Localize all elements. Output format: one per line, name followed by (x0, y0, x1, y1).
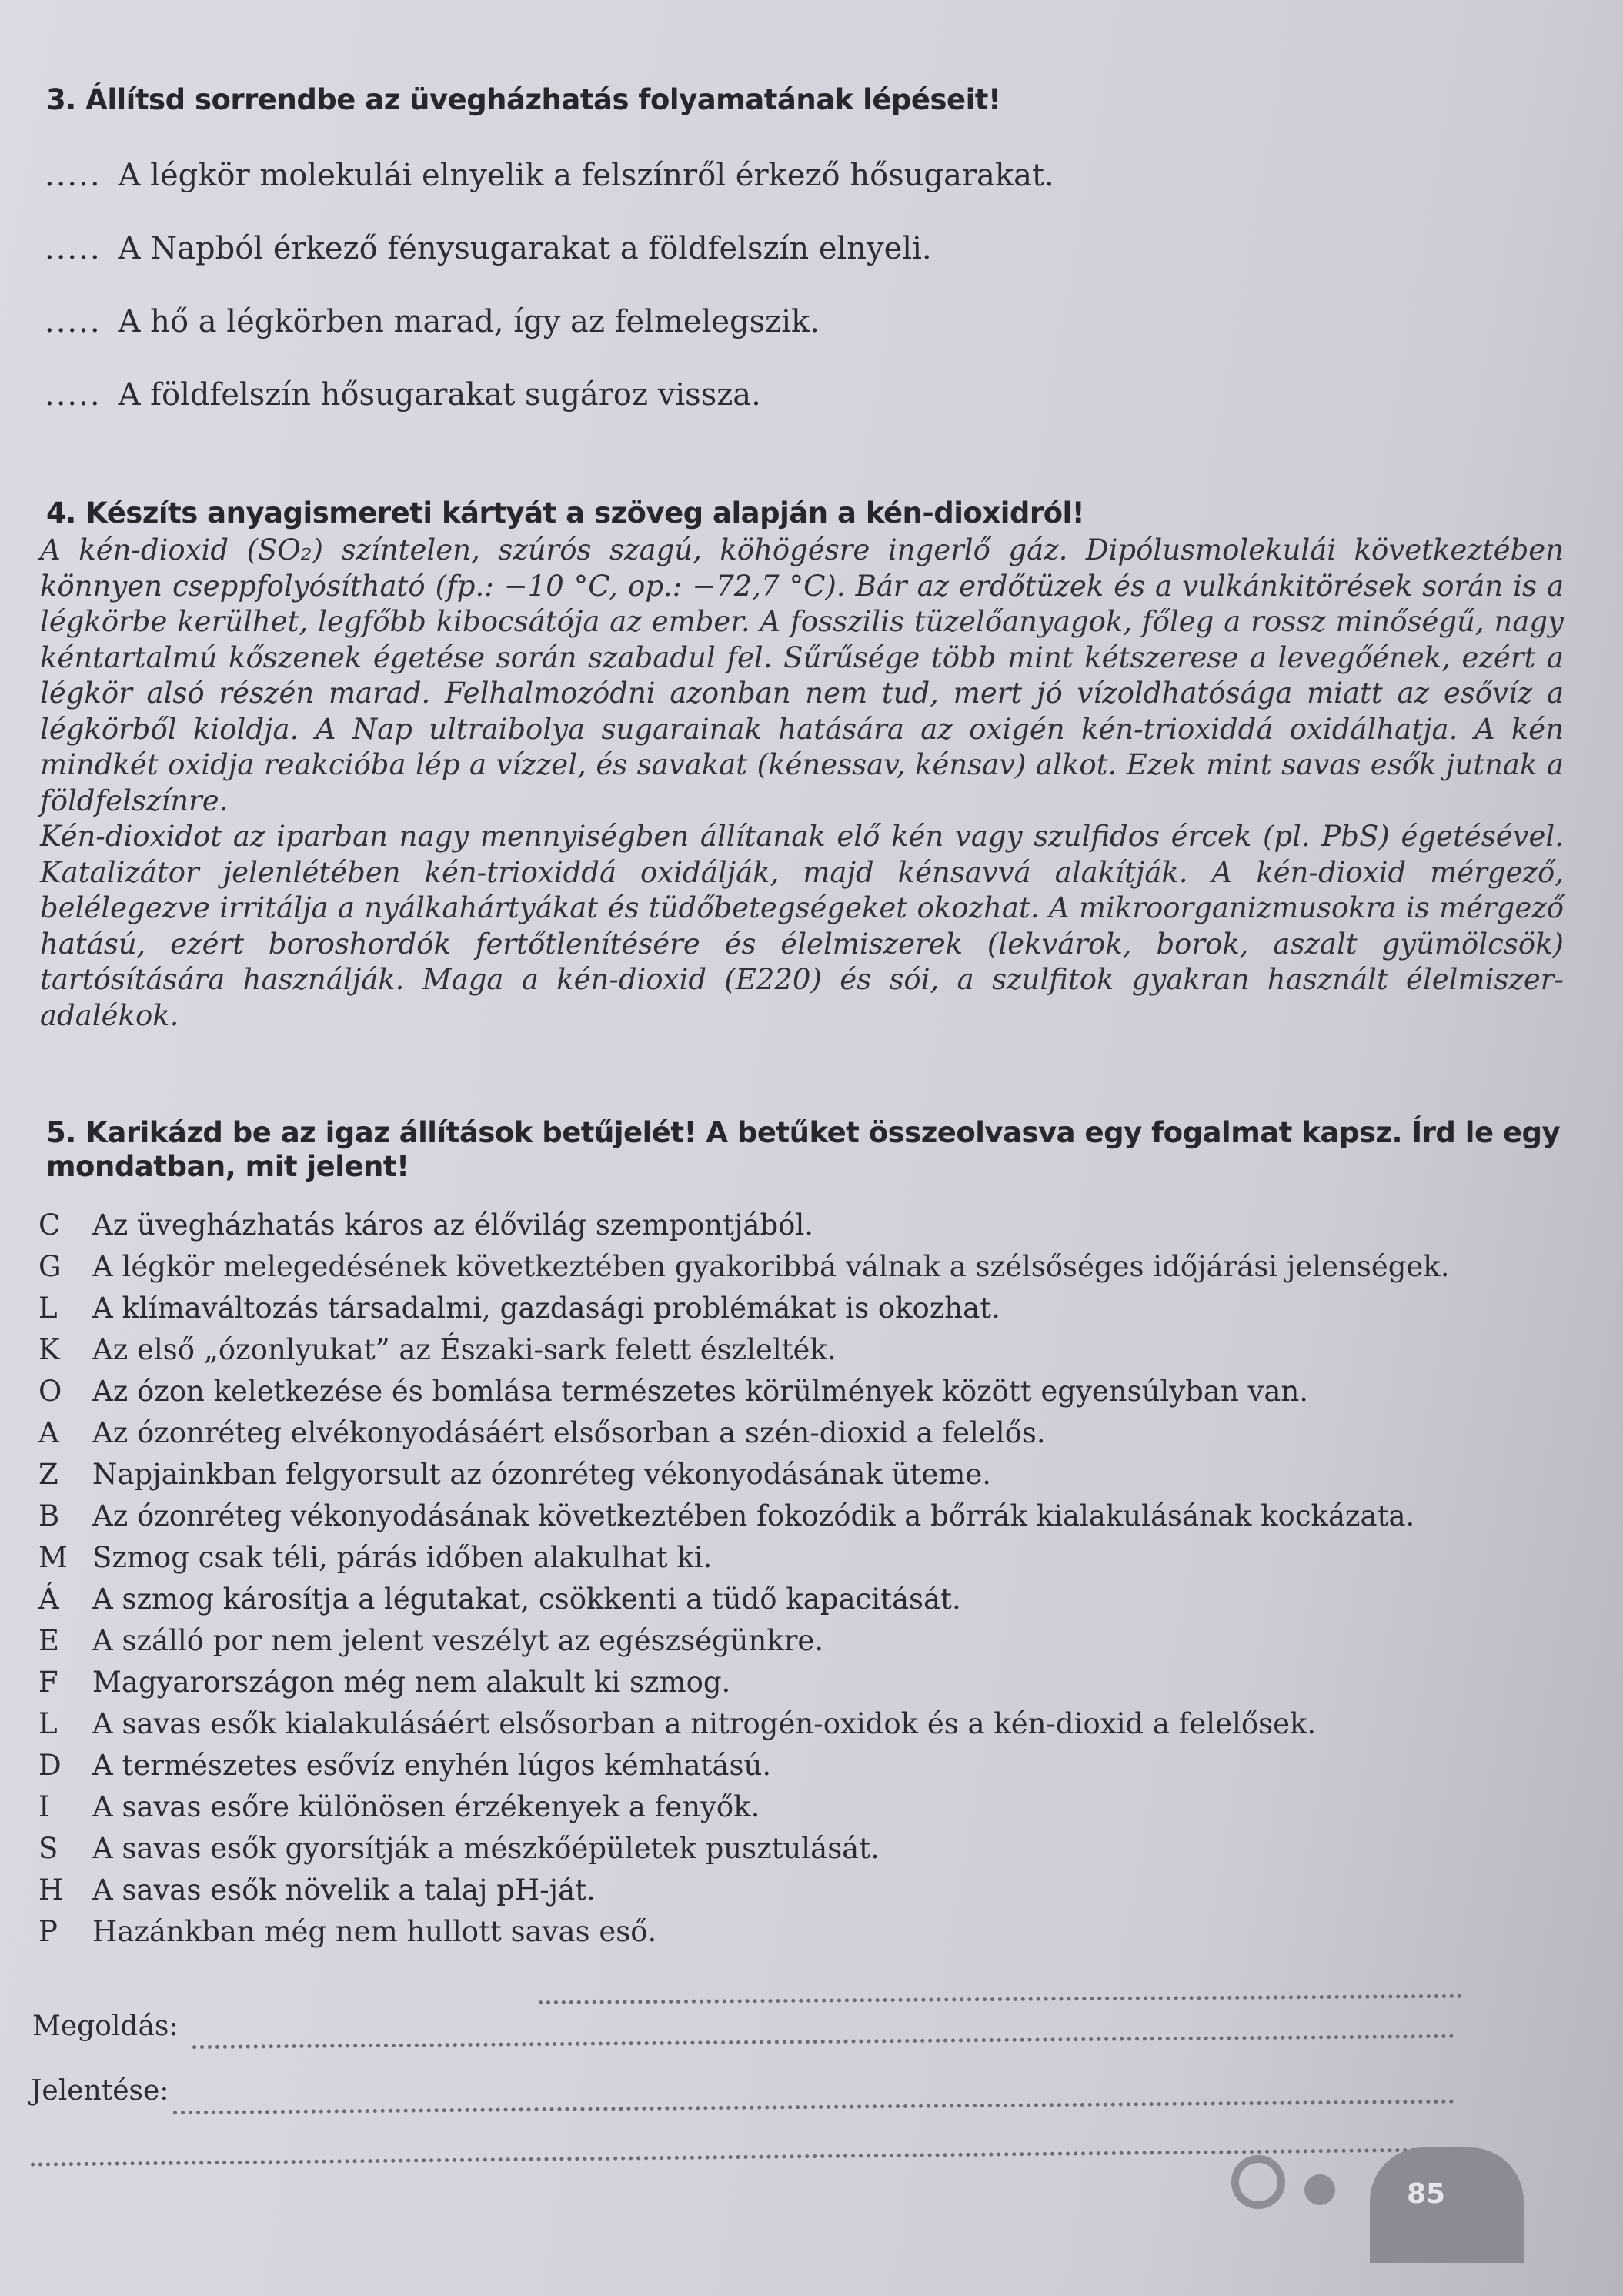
statement-item[interactable]: G A légkör melegedésének következtében gyakoribbá válnak a szélsőséges időjárási jelenségek. (38, 1250, 1450, 1283)
statement-item[interactable]: A Az ózonréteg elvékonyodásáért elsősorban a szén-dioxid a felelős. (38, 1416, 1046, 1449)
statement-item[interactable]: O Az ózon keletkezése és bomlása természetes körülmények között egyensúlyban van. (38, 1375, 1309, 1408)
task-3-step-1: ..... A légkör molekulái elnyelik a felszínről érkező hősugarakat. (45, 158, 1054, 193)
statement-item[interactable]: P Hazánkban még nem hullott savas eső. (38, 1915, 657, 1948)
meaning-input-line[interactable] (173, 2100, 1454, 2115)
task-4-paragraph-2: Kén-dioxidot az iparban nagy mennyiségben állítanak elő kén vagy szulfidos ércek (pl. PbS) égetésével. Katalizátor jelenlétében kén-trioxiddá oxidálják, majd kénsavvá alakítják. A kén-dioxid mérgező, belélegezve irritálja a nyálkahártyákat és tüdőbetegségeket okozhat. A mikroorganizmusokra is mérgező hatású, ezért boroshordók fertőtlenítésére és élelmiszerek (lekvárok, borok, aszalt gyümölcsök) tartósítására használják. Maga a kén-dioxid (E220) és sói, a szulfitok gyakran használt élelmiszer-adalékok. (40, 820, 1564, 1032)
answer-line-top (539, 1994, 1462, 2004)
page-number: 85 (1407, 2178, 1446, 2210)
task-4-heading: 4. Készíts anyagismereti kártyát a szöveg alapján a kén-dioxidról! (46, 496, 1085, 530)
statement-item[interactable]: D A természetes esővíz enyhén lúgos kémhatású. (38, 1749, 772, 1782)
statement-item[interactable]: M Szmog csak téli, párás időben alakulhat ki. (38, 1541, 713, 1574)
blank-dots[interactable]: ..... (45, 158, 102, 193)
statement-item[interactable]: L A savas esők kialakulásáért elsősorban a nitrogén-oxidok és a kén-dioxid a felelősek. (38, 1707, 1317, 1740)
statement-item[interactable]: Á A szmog károsítja a légutakat, csökkenti a tüdő kapacitását. (38, 1582, 961, 1616)
solution-label: Megoldás: (32, 2010, 179, 2042)
statement-item[interactable]: L A klímaváltozás társadalmi, gazdasági problémákat is okozhat. (38, 1292, 1000, 1325)
statement-item[interactable]: H A savas esők növelik a talaj pH-ját. (38, 1873, 596, 1907)
task-3-step-4: ..... A földfelszín hősugarakat sugároz vissza. (45, 377, 761, 413)
blank-dots[interactable]: ..... (45, 231, 102, 266)
task-3-step-2: ..... A Napból érkező fénysugarakat a földfelszín elnyeli. (45, 231, 932, 266)
blank-dots[interactable]: ..... (45, 304, 102, 339)
blank-dots[interactable]: ..... (45, 377, 102, 413)
circle-decoration-icon (1231, 2155, 1285, 2209)
statement-item[interactable]: F Magyarországon még nem alakult ki szmog. (38, 1666, 731, 1699)
statement-item[interactable]: I A savas esőre különösen érzékenyek a fenyők. (38, 1790, 760, 1823)
page-number-badge (1370, 2147, 1524, 2263)
task-3-step-3: ..... A hő a légkörben marad, így az felmelegszik. (45, 304, 820, 339)
task-4-text (40, 533, 1564, 1034)
meaning-label: Jelentése: (31, 2075, 169, 2107)
dot-decoration-icon (1304, 2174, 1335, 2205)
statement-item[interactable]: S A savas esők gyorsítják a mészkőépületek pusztulását. (38, 1832, 880, 1865)
task-5-heading: 5. Karikázd be az igaz állítások betűjelét! A betűket összeolvasva egy fogalmat kapsz. Írd le egy mondatban, mit jelent! (46, 1116, 1561, 1183)
statement-item[interactable]: B Az ózonréteg vékonyodásának következtében fokozódik a bőrrák kialakulásának kockázata. (38, 1499, 1415, 1532)
statement-item[interactable]: E A szálló por nem jelent veszélyt az egészségünkre. (38, 1624, 824, 1657)
task-3-heading: 3. Állítsd sorrendbe az üvegházhatás folyamatának lépéseit! (46, 83, 1001, 116)
statement-item[interactable]: K Az első „ózonlyukat” az Északi-sark felett észlelték. (38, 1333, 837, 1366)
statement-item[interactable]: Z Napjainkban felgyorsult az ózonréteg vékonyodásának üteme. (38, 1458, 992, 1491)
task-4-paragraph-1: A kén-dioxid (SO₂) színtelen, szúrós szagú, köhögésre ingerlő gáz. Dipólusmolekulái következtében könnyen cseppfolyósítható (fp.: −10 °C, op.: −72,7 °C). Bár az erdőtüzek és a vulkánkitörések során is a légkörbe kerülhet, legfőbb kibocsátója az ember. A fosszilis tüzelőanyagok, főleg a rossz minőségű, nagy kéntartalmú kőszenek égetése során szabadul fel. Sűrűsége több mint kétszerese a levegőének, ezért a légkör alsó részén marad. Felhalmozódni azonban nem tud, mert jó vízoldhatósága miatt az esővíz a légkörből kioldja. A Nap ultraibolya sugarainak hatására az oxigén kén-trioxiddá oxidálhatja. A kén mindkét oxidja reakcióba lép a vízzel, és savakat (kénessav, kénsav) alkot. Ezek mint savas esők jutnak a földfelszínre. (40, 533, 1564, 817)
statement-item[interactable]: C Az üvegházhatás káros az élővilág szempontjából. (38, 1208, 814, 1242)
solution-input-line[interactable] (192, 2034, 1454, 2049)
